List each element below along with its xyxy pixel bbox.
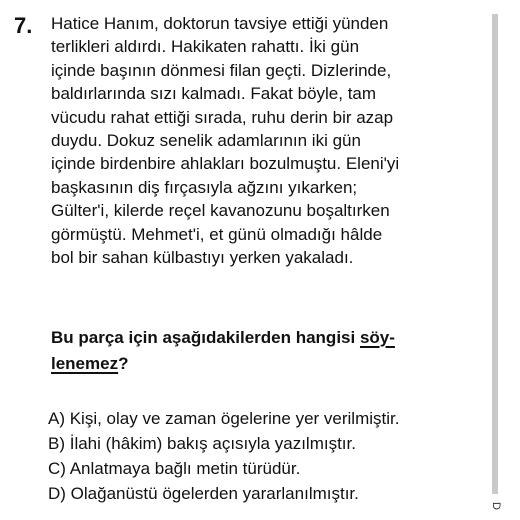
passage-line: terlikleri aldırdı. Hakikaten rahattı. İki gün (51, 37, 360, 57)
option-c[interactable]: C) Anlatmaya bağlı metin türüdür. (48, 459, 301, 478)
question-passage (51, 12, 481, 269)
passage-line: vücudu rahat ettiği sırada, ruhu derin bir azap (51, 107, 394, 127)
answer-options (48, 406, 488, 506)
margin-bar (492, 14, 498, 494)
question-number: 7. (14, 13, 33, 38)
passage-line: içinde başının dönmesi filan geçti. Dizlerinde, (51, 60, 392, 80)
passage-line: Gülter'i, kilerde reçel kavanozunu boşaltırken (51, 201, 390, 221)
stem-line-1 (51, 325, 481, 351)
passage-line: görmüştü. Mehmet'i, et günü olmadığı hâlde (51, 224, 383, 244)
option-b[interactable]: B) İlahi (hâkim) bakış açısıyla yazılmıştır. (48, 434, 356, 453)
stem-text: ? (118, 354, 129, 373)
passage-line: Hatice Hanım, doktorun tavsiye ettiği yünden (51, 14, 389, 33)
stem-emphasis: lenemez (51, 354, 119, 373)
passage-line: içinde birdenbire ahlakları bozulmuştu. Eleni'yi (51, 154, 400, 174)
passage-line: bol bir sahan külbastıyı yerken yakaladı. (51, 248, 354, 268)
option-a[interactable]: A) Kişi, olay ve zaman ögelerine yer verilmiştir. (48, 409, 400, 428)
stem-emphasis: söy- (359, 328, 395, 347)
margin-mark: D (489, 502, 502, 510)
passage-line: baldırlarında sızı kalmadı. Fakat böyle, tam (51, 84, 377, 104)
question-stem (51, 325, 481, 377)
option-d[interactable]: D) Olağanüstü ögelerden yararlanılmıştır. (48, 484, 359, 503)
stem-line-2 (51, 351, 481, 377)
passage-line: duydu. Dokuz senelik adamlarının iki gün (51, 131, 361, 151)
stem-text: Bu parça için aşağıdakilerden hangisi (51, 328, 360, 347)
passage-line: başkasının diş fırçasıyla ağzını yıkarken; (51, 177, 358, 197)
